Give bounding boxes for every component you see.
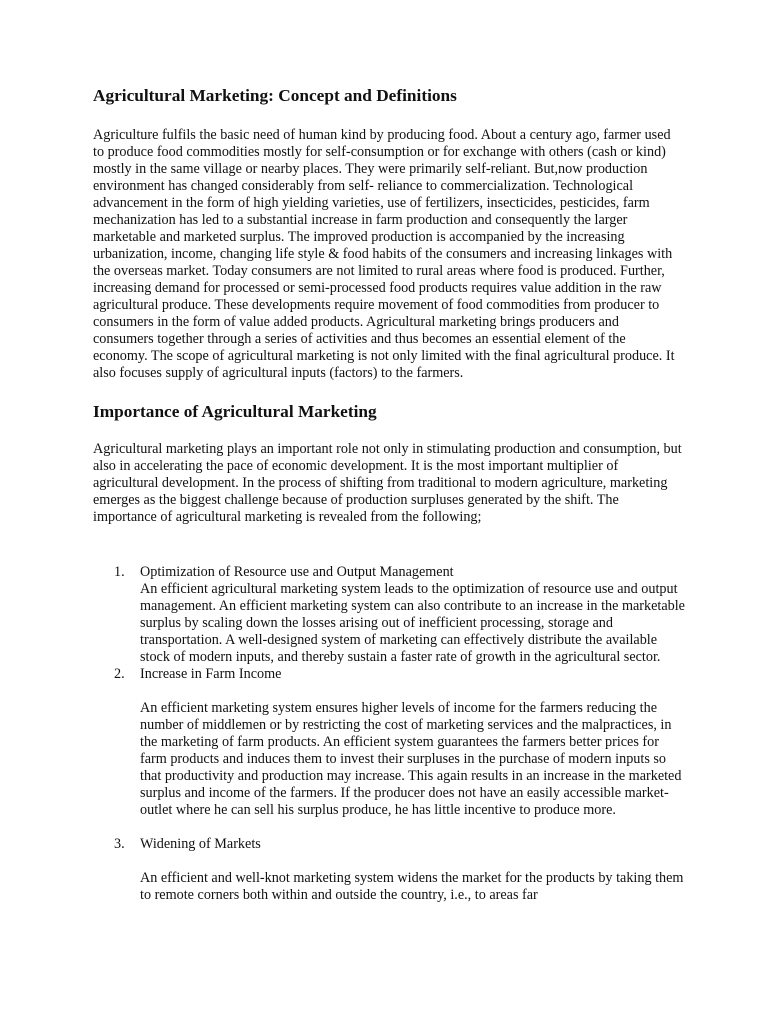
importance-paragraph: Agricultural marketing plays an important role not only in stimulating production and consumption, but also in accelerating the pace of economic development. It is the most important multiplier of agricultural development. In the process of shifting from traditional to modern agriculture, marketing emerges as the biggest challenge because of production surpluses generated by the shift. The importance of agricultural marketing is revealed from the following; [93, 441, 682, 525]
section-heading-concept: Agricultural Marketing: Concept and Definitions [93, 86, 457, 105]
list-item [93, 836, 693, 904]
list-item [93, 564, 693, 666]
list-item-number: 3. [114, 836, 125, 852]
numbered-list [93, 564, 693, 904]
section-heading-importance: Importance of Agricultural Marketing [93, 402, 377, 421]
intro-paragraph: Agriculture fulfils the basic need of human kind by producing food. About a century ago, farmer used to produce food commodities mostly for self-consumption or for exchange with others (cash or kind) mostly in the same village or nearby places. They were primarily self-reliant. But,now production environment has changed considerably from self- reliance to commercialization. Technological advancement in the form of high yielding varieties, use of fertilizers, insecticides, pesticides, farm mechanization has led to a substantial increase in farm production and consequently the larger marketable and marketed surplus. The improved production is accompanied by the increasing urbanization, income, changing life style & food habits of the consumers and increasing linkages with the overseas market. Today consumers are not limited to rural areas where food is produced. Further, increasing demand for processed or semi-processed food products requires value addition in the raw agricultural produce. These developments require movement of food commodities from producer to consumers in the form of value added products. Agricultural marketing brings producers and consumers together through a series of activities and thus becomes an essential element of the economy. The scope of agricultural marketing is not only limited with the final agricultural produce. It also focuses supply of agricultural inputs (factors) to the farmers. [93, 127, 675, 381]
list-item-title: Widening of Markets [140, 836, 261, 852]
list-item-body: An efficient and well-knot marketing system widens the market for the products by taking them to remote corners both within and outside the country, i.e., to areas far [140, 870, 684, 903]
list-item-number: 2. [114, 666, 125, 682]
list-item-title: Increase in Farm Income [140, 666, 282, 682]
list-item-title: Optimization of Resource use and Output Management [140, 564, 454, 580]
list-item [93, 666, 693, 819]
document-content [93, 86, 693, 903]
list-item-number: 1. [114, 564, 125, 580]
list-item-body: An efficient agricultural marketing system leads to the optimization of resource use and output management. An efficient marketing system can also contribute to an increase in the marketable surplus by scaling down the losses arising out of inefficient processing, storage and transportation. A well-designed system of marketing can effectively distribute the available stock of modern inputs, and thereby sustain a faster rate of growth in the agricultural sector. [140, 581, 685, 665]
list-item-body: An efficient marketing system ensures higher levels of income for the farmers reducing the number of middlemen or by restricting the cost of marketing services and the malpractices, in the marketing of farm products. An efficient system guarantees the farmers better prices for farm products and induces them to invest their surpluses in the purchase of modern inputs so that productivity and production may increase. This again results in an increase in the marketed surplus and income of the farmers. If the producer does not have an easily accessible market-outlet where he can sell his surplus produce, he has little incentive to produce more. [140, 700, 682, 818]
